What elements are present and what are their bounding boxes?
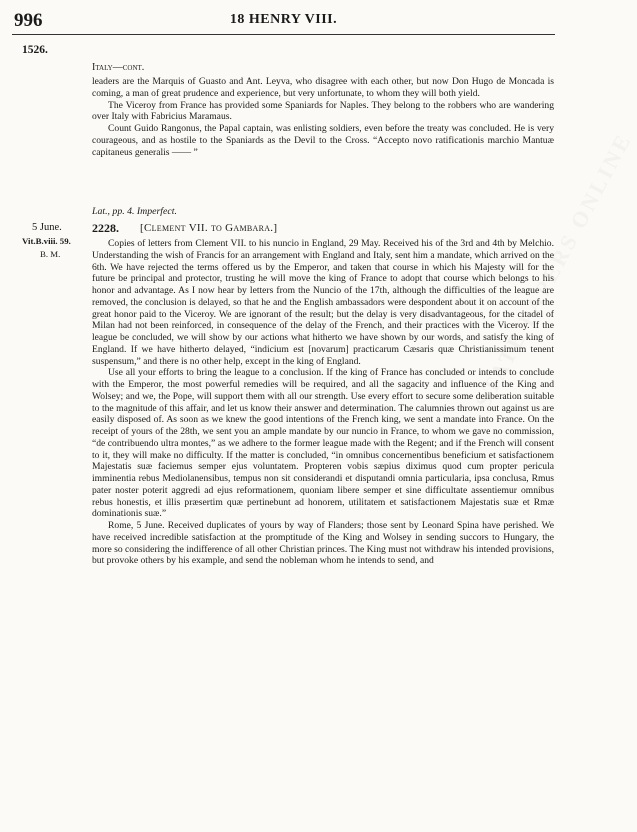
paragraph: Use all your efforts to bring the league to a conclusion. If the king of France has concluded or intends to conclude with the Emperor, the most powerful remedies will be required, and all the sagacity and influence of the King and Wolsey; and we, the Pope, will support them with all our strength. Use every effort to secure some deliberation suitable to the magnitude of this affair, and let us know their answer and determination. The calumnies thrown out against us are easily disposed of. As soon as we knew the good intentions of the French king, we sent a mandate into France. On the receipt of yours of the 28th, we sent you an ample mandate by our nuncio in France, to whom we gave no commission, “de contribuendo ultra montes,” as we adhere to the former league made with the Regent; and if the French will consent to it, they will make no difficulty. If the matter is concluded, “in omnibus concernentibus beneficium et satisfactionem Majestatis suæ faciemus semper ejus voluntatem. Propteren vobis sæpius diximus quod cum propter pericula imminentia rebus Mediolanensibus, tempus non sit considerandi et disputandi omnia particularia, ipsa conclusa, Rmus pater noster poterit aggredi ad ejus reformationem, quoniam libere semper et sine difficultate assentiemur omnibus rebus honestis, et illis præsertim quæ pertinebunt ad honorem, utilitatem et satisfactionem Majestatis suæ et Rmæ dominationis suæ.” [92, 367, 554, 520]
paragraph: Rome, 5 June. Received duplicates of yours by way of Flanders; those sent by Leonard Spina have perished. We have received incredible satisfaction at the promptitude of the King and Wolsey in sending succors to Hungary, the more so considering the indifference of all other Christian princes. The King must not withdraw his intended provisions, but provoke others by his example, and send the nobleman whom he intends to send, and [92, 520, 554, 567]
paragraph: leaders are the Marquis of Guasto and Ant. Leyva, who disagree with each other, but now Don Hugo de Moncada is coming, a man of great prudence and experience, but very unfortunate, to whom they will both yield. [92, 76, 554, 99]
entry-date: 5 June. [32, 222, 62, 233]
header-rule [12, 34, 555, 35]
paragraph: The Viceroy from France has provided some Spaniards for Naples. They belong to the robbers who are wandering over Italy with Fabricius Maramaus. [92, 99, 554, 123]
repository-reference: B. M. [40, 249, 61, 259]
entry-title [140, 222, 277, 234]
source-note: Lat., pp. 4. Imperfect. [92, 206, 177, 217]
year-margin: 1526. [22, 44, 48, 56]
entry-title-text: [Clement VII. to Gambara.] [140, 222, 278, 234]
continuation-text [92, 76, 554, 158]
watermark-text: STATE PAPERS ONLINE [470, 128, 637, 412]
manuscript-reference: Vit.B.viii. 59. [22, 236, 71, 246]
paragraph: Count Guido Rangonus, the Papal captain, was enlisting soldiers, even before the treaty was concluded. He is very courageous, and as hostile to the Spaniards as the Devil to the Cross. “Accepto novo ratificationis marchio Mantuæ capitaneus generalis —— ” [92, 123, 554, 158]
section-heading-label: Italy [92, 62, 113, 73]
section-heading [92, 62, 144, 73]
paragraph: Copies of letters from Clement VII. to his nuncio in England, 29 May. Received his of the 3rd and 4th by Melchio. Understanding the wish of Francis for an arrangement with England and Italy, sent him a mandate, which arrived on the 6th. We have rejected the terms offered us by the Emperor, and taken that course in which his Majesty will for the future be principal and protector, trusting he will move the king of France to adopt that course which belongs to his honor and advantage. As I now hear by letters from the Nuncio of the 17th, although the difficulties of the league are removed, the conclusion is delayed, so that he and the English ambassadors were despondent about it on account of the great honor paid to the Viceroy. We are ignorant of the result; but the delay is very disadvantageous, for the citadel of Milan had not been reinforced, in consequence of the delay of the French, and their practices with the Viceroy. If the league be concluded, we will show by our actions what hitherto we have shown by our words, and satisfy the king of England. If we have hitherto delayed, “indicium est [novarum] practicarum Cæsaris quæ Christianissimum tenent suspensum,” and there is no other help, except in the king of England. [92, 238, 554, 367]
entry-number: 2228. [92, 221, 119, 235]
running-head: 18 HENRY VIII. [229, 12, 338, 27]
page-number: 996 [14, 10, 43, 31]
section-heading-suffix: —cont. [112, 62, 145, 73]
